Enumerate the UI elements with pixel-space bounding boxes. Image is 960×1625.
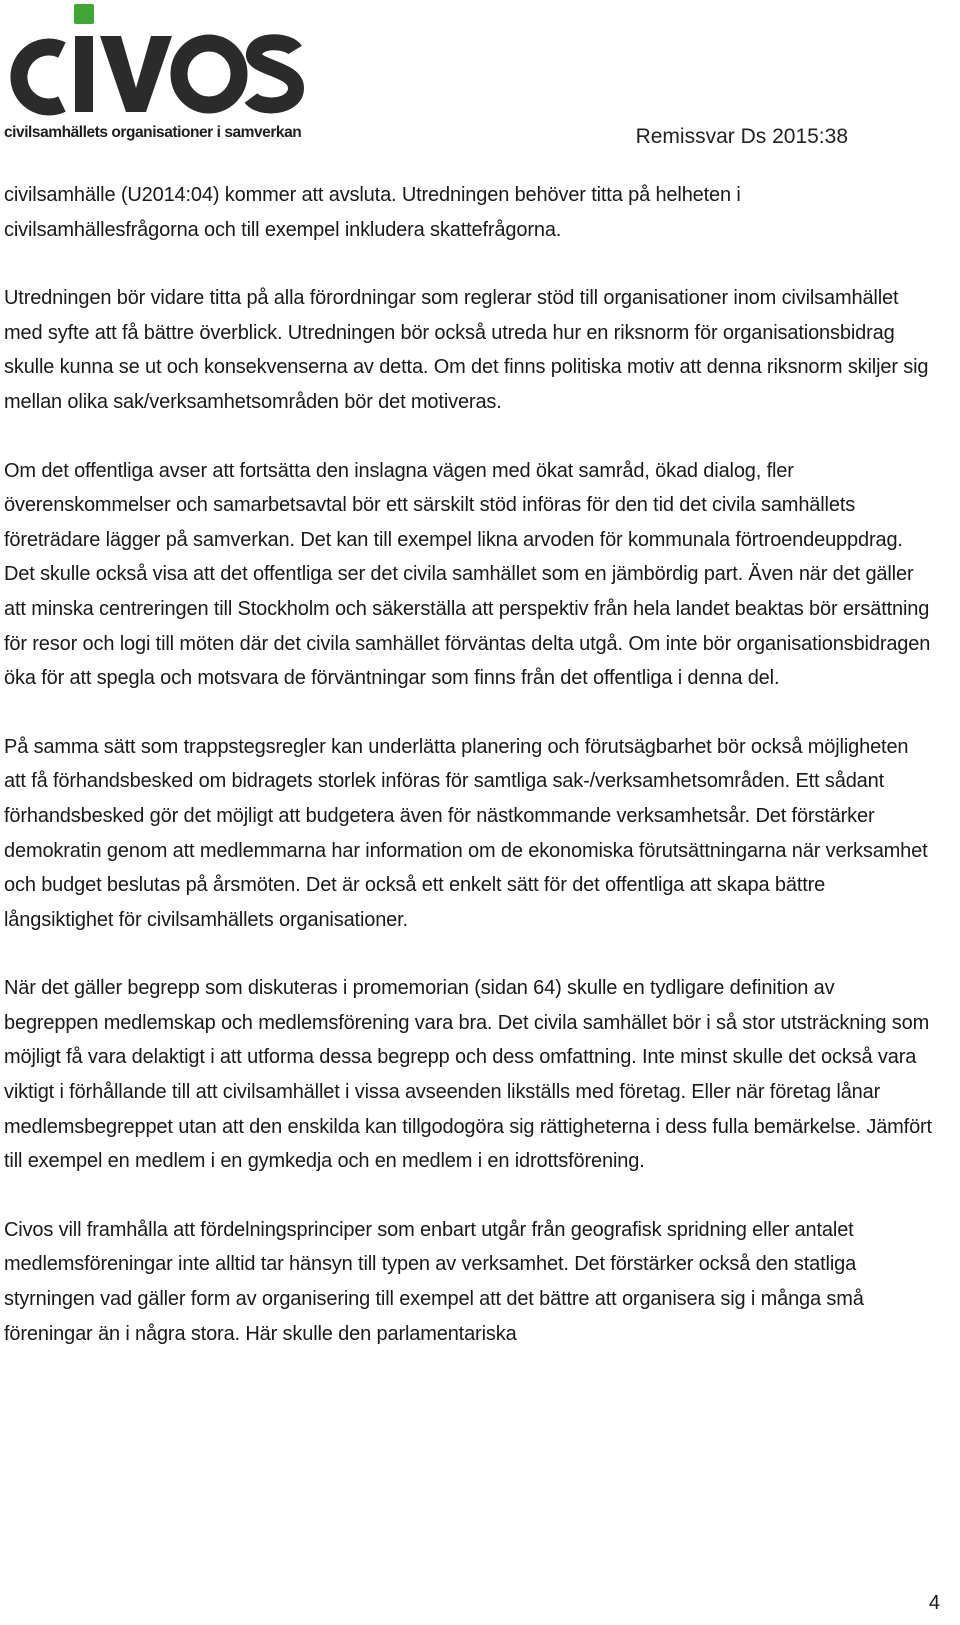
paragraph: Civos vill framhålla att fördelningsprinciper som enbart utgår från geografisk spridning eller antalet medlemsföreningar inte alltid tar hänsyn till typen av verksamhet. Det förstärker också den statliga styrningen vad gäller form av organisering till exempel att det bättre att organisera sig i många små föreningar än i några stora. Här skulle den parlamentariska [4, 1218, 864, 1345]
paragraph: Om det offentliga avser att fortsätta den inslagna vägen med ökat samråd, ökad dialog, fler överenskommelser och samarbetsavtal bör ett särskilt stöd införas för den tid det civila samhällets företrädare lägger på samverkan. Det kan till exempel likna arvoden för kommunala förtroendeuppdrag. Det skulle också visa att det offentliga ser det civila samhället som en jämbördig part. Även när det gäller att minska centreringen till Stockholm och säkerställa att perspektiv från hela landet beaktas bör ersättning för resor och logi till möten där det civila samhället förväntas delta utgå. Om inte bör organisationsbidragen öka för att spegla och motsvara de förväntningar som finns från det offentliga i denna del. [4, 459, 931, 690]
civos-logo-mark [4, 2, 304, 122]
logo-tagline: civilsamhällets organisationer i samverkan [4, 124, 302, 141]
document-reference: Remissvar Ds 2015:38 [635, 125, 848, 148]
paragraph: Utredningen bör vidare titta på alla förordningar som reglerar stöd till organisationer inom civilsamhället med syfte att få bättre överblick. Utredningen bör också utreda hur en riksnorm för organisationsbidrag skulle kunna se ut och konsekvenserna av detta. Om det finns politiska motiv att denna riksnorm skiljer sig mellan olika sak/verksamhetsområden bör det motiveras. [4, 287, 929, 413]
paragraph: civilsamhälle (U2014:04) kommer att avsluta. Utredningen behöver titta på helheten i civilsamhällesfrågorna och till exempel inkludera skattefrågorna. [4, 184, 741, 241]
paragraph: När det gäller begrepp som diskuteras i promemorian (sidan 64) skulle en tydligare definition av begreppen medlemskap och medlemsförening vara bra. Det civila samhället bör i så stor utsträckning som möjligt få vara delaktigt i att utforma dessa begrepp och dess omfattning. Inte minst skulle det också vara viktigt i förhållande till att civilsamhället i vissa avseenden likställs med företag. Eller när företag lånar medlemsbegreppet utan att den enskilda kan tillgodogöra sig rättigheterna i dess fulla bemärkelse. Jämfört till exempel en medlem i en gymkedja och en medlem i en idrottsförening. [4, 977, 932, 1173]
document-body [4, 178, 932, 1385]
page-number: 4 [928, 1592, 940, 1614]
paragraph: På samma sätt som trappstegsregler kan underlätta planering och förutsägbarhet bör också möjligheten att få förhandsbesked om bidragets storlek införas för samtliga sak-/verksamhetsområden. Ett sådant förhandsbesked gör det möjligt att budgetera även för nästkommande verksamhetsår. Det förstärker demokratin genom att medlemmarna har information om de ekonomiska förutsättningarna när verksamhet och budget beslutas på årsmöten. Det är också ett enkelt sätt för det offentliga att skapa bättre långsiktighet för civilsamhällets organisationer. [4, 735, 928, 931]
civos-logo [4, 2, 304, 152]
